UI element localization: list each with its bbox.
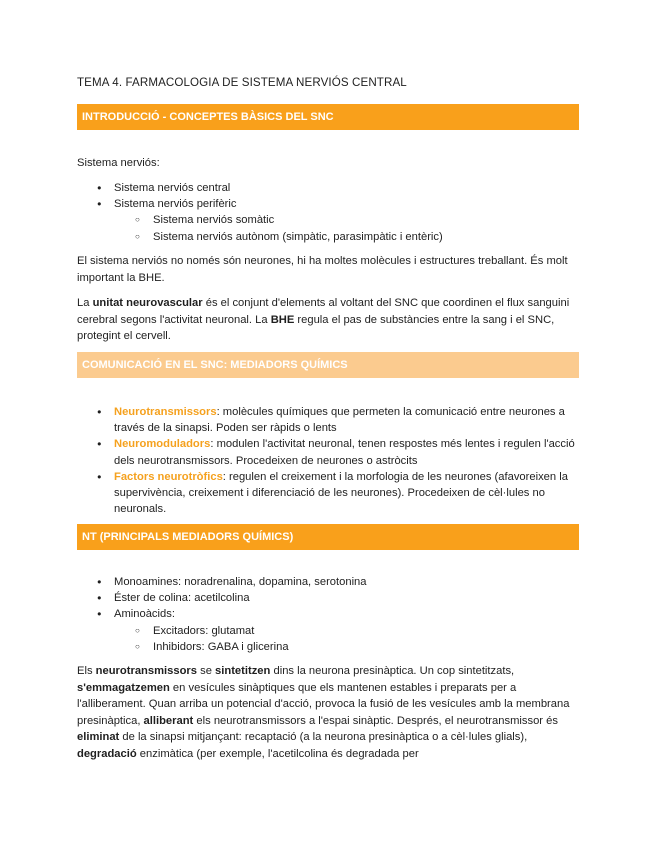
document-title: TEMA 4. FARMACOLOGIA DE SISTEMA NERVIÓS CENTRAL — [77, 76, 407, 89]
list-item: ● Neurotransmissors: molècules químiques que permeten la comunicació entre neurones a través de la sinapsi. Poden ser ràpids o lents — [77, 404, 579, 436]
list-item: ● Factors neurotròfics: regulen el creixement i la morfologia de les neurones (afavoreixen la supervivència, creixement i diferenciació de les neurones). Procedeixen de cèl·lules no neuronals. — [77, 469, 579, 518]
list-item: ● Aminoàcids: — [77, 606, 579, 622]
sub-list-item: ○ Sistema nerviós somàtic — [77, 212, 579, 228]
nt-list — [77, 574, 579, 655]
paragraph-unitat-neurovascular: La unitat neurovascular és el conjunt d'elements al voltant del SNC que coordinen el flux sanguini cerebral segons l'activitat neuronal. La BHE regula el pas de substàncies entre la sang i el SNC, protegint el cervell. — [77, 297, 570, 343]
list-item: ● Monoamines: noradrenalina, dopamina, serotonina — [77, 574, 579, 590]
sistema-nervios-intro: Sistema nerviós: — [77, 157, 160, 169]
section-heading-nt: NT (PRINCIPALS MEDIADORS QUÍMICS) — [77, 524, 579, 550]
section-heading-introduccio: INTRODUCCIÓ - CONCEPTES BÀSICS DEL SNC — [77, 104, 579, 130]
sub-list-item: ○ Inhibidors: GABA i glicerina — [77, 639, 579, 655]
paragraph-neurotransmissors: Els neurotransmissors se sintetitzen dins la neurona presinàptica. Un cop sintetitzats, s'emmagatzemen en vesícules sinàptiques que els mantenen estables i preparats per a l'alliberament. Quan arriba un potencial d'acció, provoca la fusió de les vesícules amb la membrana presinàptica, alliberant els neurotransmissors a l'espai sinàptic. Després, el neurotransmissor és eliminat de la sinapsi mitjançant: recaptació (a la neurona presinàptica o a cèl·lules glials), degradació enzimàtica (per exemple, l'acetilcolina és degradada per — [77, 665, 570, 760]
sub-list-item: ○ Sistema nerviós autònom (simpàtic, parasimpàtic i entèric) — [77, 229, 579, 245]
list-item: ● Sistema nerviós central — [77, 180, 579, 196]
list-item: ● Neuromoduladors: modulen l'activitat neuronal, tenen respostes més lentes i regulen l'acció dels neurotransmissors. Procedeixen de neurones o astròcits — [77, 436, 579, 468]
mediadors-list — [77, 404, 579, 517]
sistema-nervios-list — [77, 180, 579, 245]
list-item: ● Sistema nerviós perifèric — [77, 196, 579, 212]
sub-list-item: ○ Excitadors: glutamat — [77, 623, 579, 639]
paragraph-bhe: El sistema nerviós no només són neurones, hi ha moltes molècules i estructures treballant. És molt important la BHE. — [77, 255, 568, 284]
list-item: ● Éster de colina: acetilcolina — [77, 590, 579, 606]
section-heading-comunicacio: COMUNICACIÓ EN EL SNC: MEDIADORS QUÍMICS — [77, 352, 579, 378]
